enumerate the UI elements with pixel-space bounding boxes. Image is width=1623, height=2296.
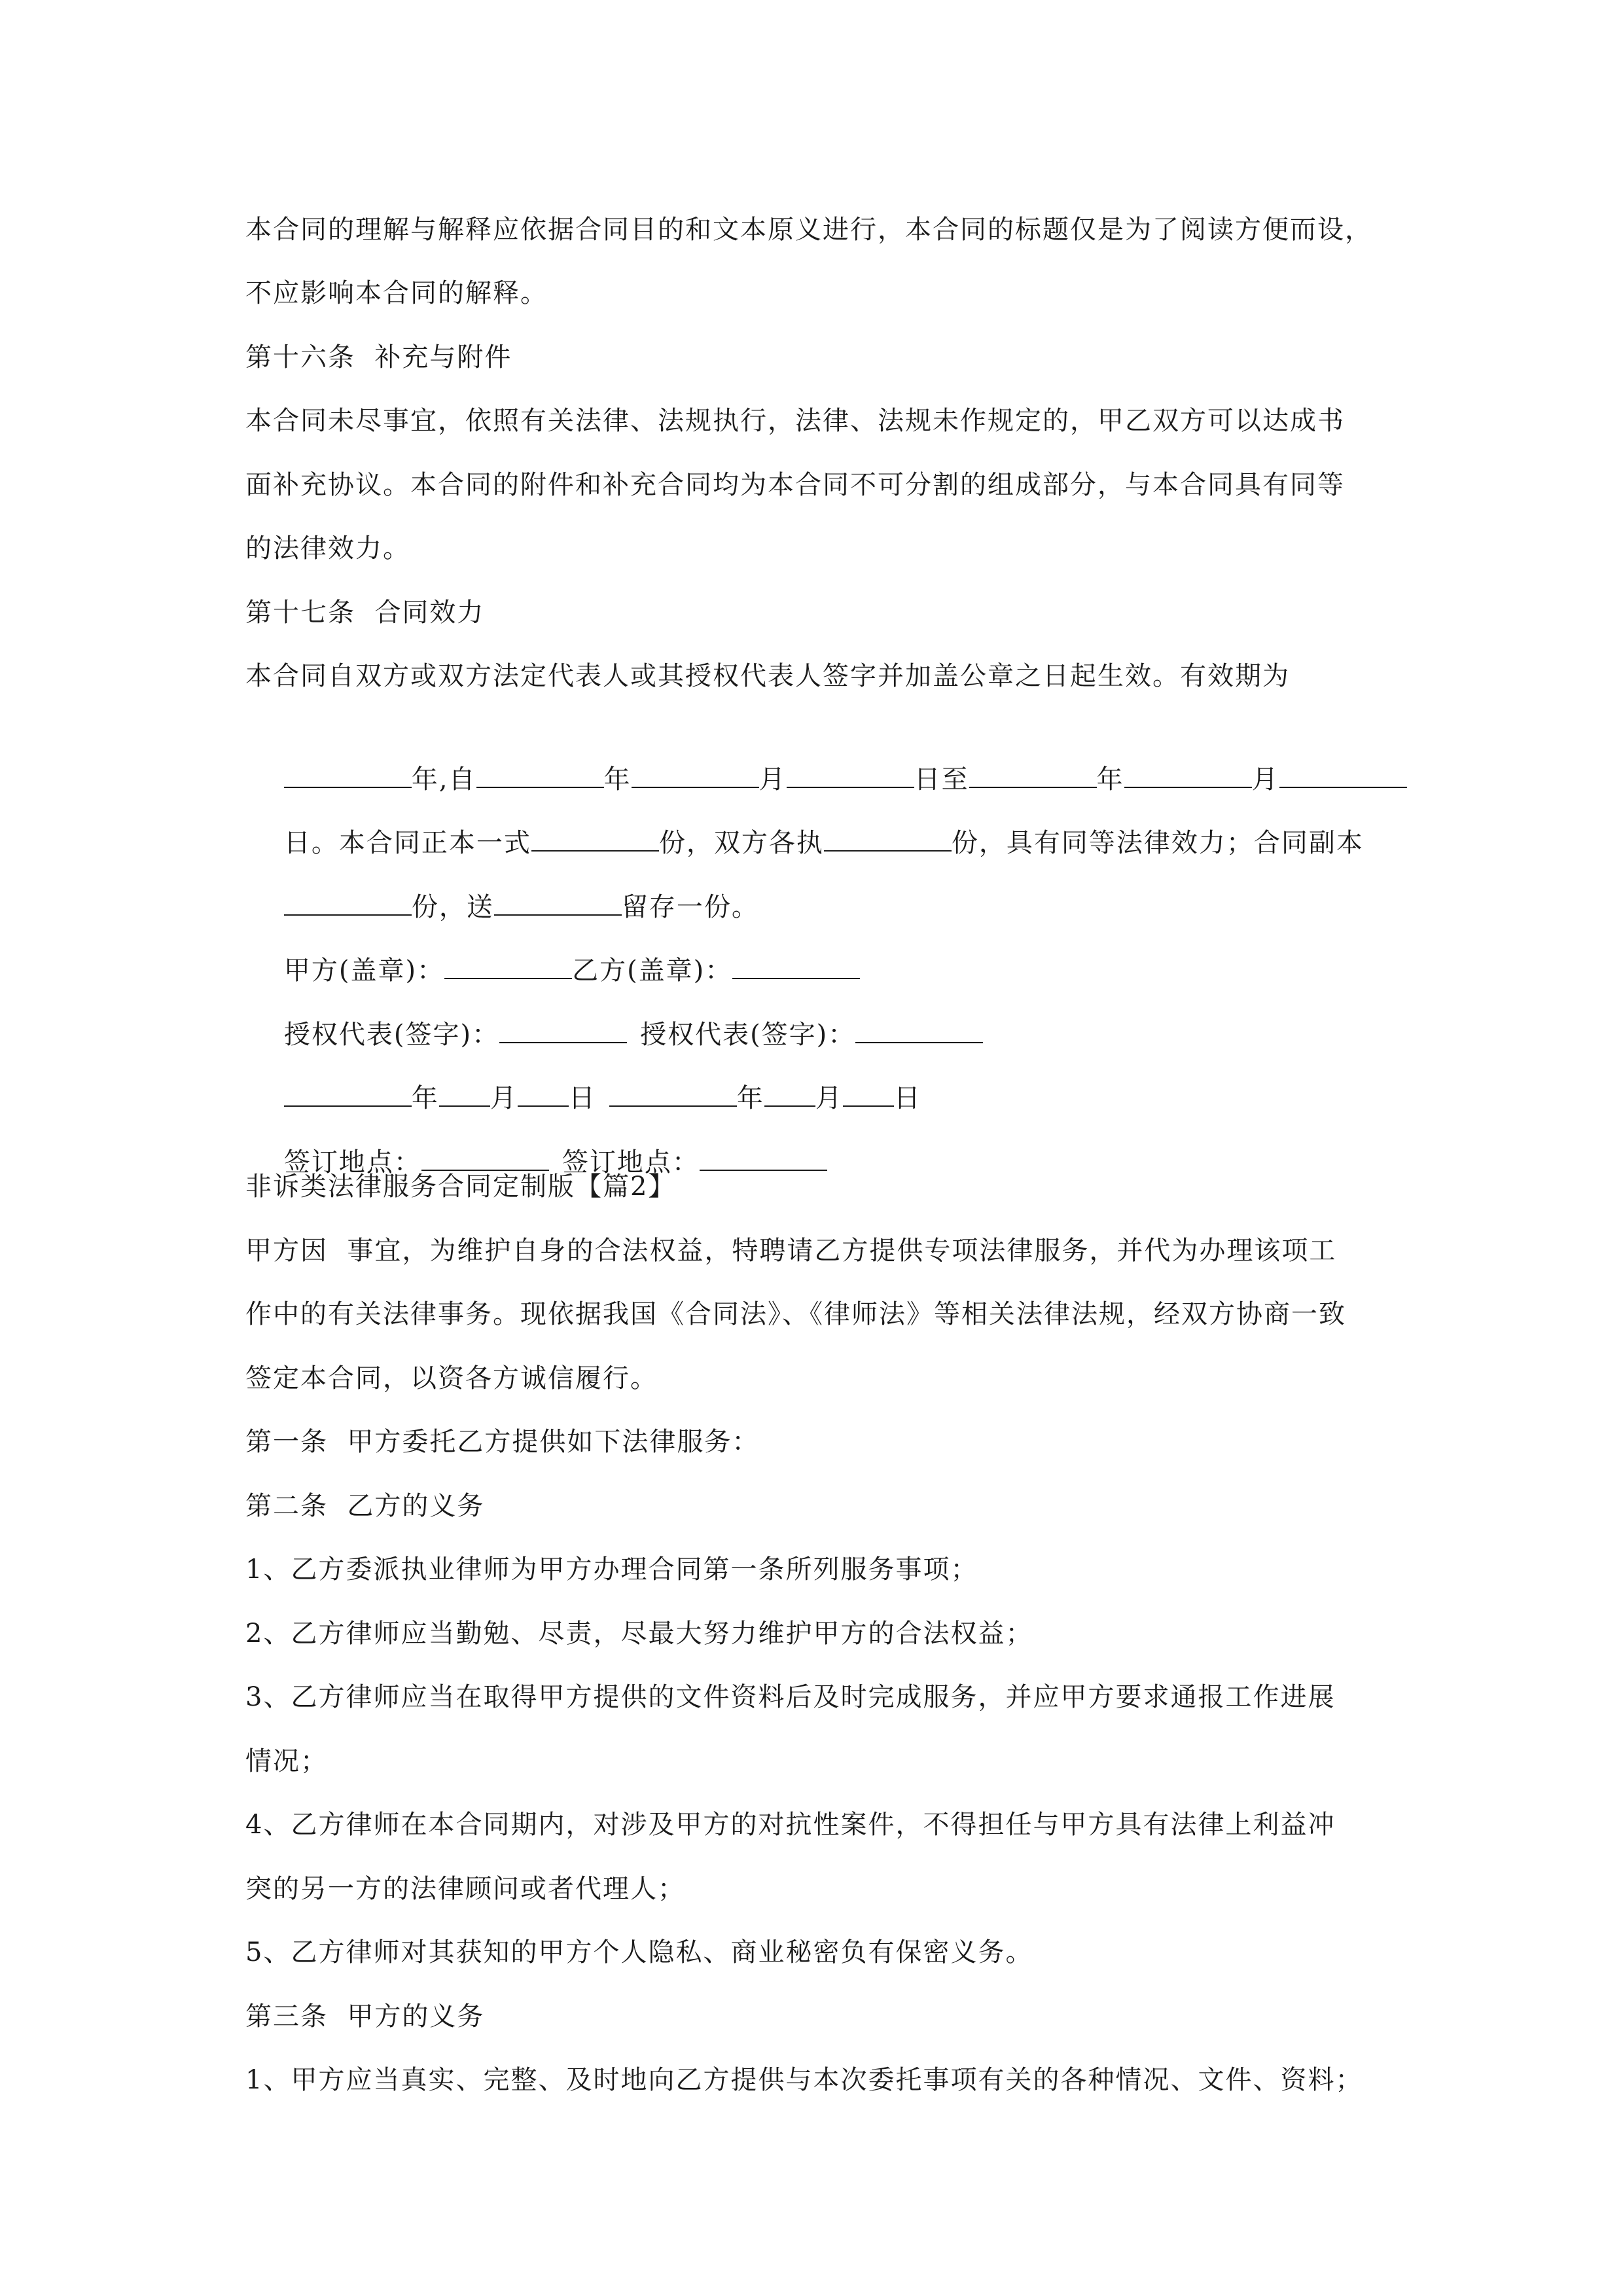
fill-label: 份，具有同等法律效力；合同副本 [951, 828, 1364, 858]
fill-label: 年,自 [411, 764, 476, 795]
blank-field [700, 1147, 827, 1171]
sign-date-line [245, 1039, 921, 1113]
paragraph-line: 本合同自双方或双方法定代表人或其授权代表人签字并加盖公章之日起生效。有效期为 [245, 661, 1290, 691]
list-item: 1、甲方应当真实、完整、及时地向乙方提供与本次委托事项有关的各种情况、文件、资料； [245, 2065, 1363, 2095]
copies-line-2 [245, 848, 759, 922]
paragraph-line: 面补充协议。本合同的附件和补充合同均为本合同不可分割的组成部分，与本合同具有同等 [245, 470, 1345, 500]
paragraph-line: 本合同的理解与解释应依据合同目的和文本原义进行，本合同的标题仅是为了阅读方便而设， [245, 215, 1372, 245]
article-heading: 第一条 甲方委托乙方提供如下法律服务： [245, 1427, 760, 1457]
year-label: 年 [411, 1083, 439, 1113]
paragraph-line: 的法律效力。 [245, 533, 410, 564]
fill-label: 年 [603, 764, 632, 795]
article-heading: 第三条 甲方的义务 [245, 2001, 485, 2032]
list-item: 3、乙方律师应当在取得甲方提供的文件资料后及时完成服务，并应甲方要求通报工作进展 [245, 1682, 1336, 1712]
fill-label: 份，送 [411, 892, 494, 922]
list-item-continued: 情况； [245, 1746, 328, 1776]
blank-field [843, 1083, 894, 1107]
validity-period-line [245, 721, 1407, 795]
section-heading: 非诉类法律服务合同定制版【篇2】 [245, 1172, 676, 1202]
article-heading: 第十七条 合同效力 [245, 598, 485, 628]
fill-label: 月 [1251, 764, 1279, 795]
party-b-seal-label: 乙方(盖章)： [572, 956, 733, 986]
party-a-signature-label: 授权代表(签字)： [283, 1020, 500, 1050]
sign-place-line [245, 1103, 827, 1177]
paragraph-line: 本合同未尽事宜，依照有关法律、法规执行，法律、法规未作规定的，甲乙双方可以达成书 [245, 406, 1345, 436]
paragraph-line: 不应影响本合同的解释。 [245, 278, 548, 308]
fill-label: 份，双方各执 [658, 828, 824, 858]
fill-label: 留存一份。 [621, 892, 759, 922]
year-label: 年 [736, 1083, 764, 1113]
list-item: 2、乙方律师应当勤勉、尽责，尽最大努力维护甲方的合法权益； [245, 1619, 1033, 1649]
list-item: 5、乙方律师对其获知的甲方个人隐私、商业秘密负有保密义务。 [245, 1937, 1033, 1967]
paragraph-line: 作中的有关法律事务。现依据我国《合同法》、《律师法》等相关法律法规，经双方协商一致 [245, 1299, 1346, 1329]
fill-label: 年 [1096, 764, 1124, 795]
fill-label: 日至 [914, 764, 969, 795]
paragraph-line: 甲方因 事宜，为维护自身的合法权益，特聘请乙方提供专项法律服务，并代为办理该项工 [245, 1236, 1337, 1266]
paragraph-line: 签定本合同，以资各方诚信履行。 [245, 1363, 658, 1393]
party-seal-line [245, 912, 860, 986]
list-item: 1、乙方委派执业律师为甲方办理合同第一条所列服务事项； [245, 1554, 978, 1585]
day-label: 日 [893, 1083, 921, 1113]
month-label: 月 [490, 1083, 518, 1113]
fill-label: 日。本合同正本一式 [283, 828, 531, 858]
article-heading: 第十六条 补充与附件 [245, 342, 512, 372]
signature-line [245, 976, 983, 1050]
blank-field [824, 828, 952, 852]
article-heading: 第二条 乙方的义务 [245, 1491, 485, 1521]
copies-line [245, 784, 1364, 858]
day-label: 日 [568, 1083, 596, 1113]
place-label: 签订地点： [562, 1147, 700, 1177]
month-label: 月 [815, 1083, 843, 1113]
fill-label: 月 [758, 764, 787, 795]
party-a-seal-label: 甲方(盖章)： [283, 956, 445, 986]
list-item: 4、乙方律师在本合同期内，对涉及甲方的对抗性案件，不得担任与甲方具有法律上利益冲 [245, 1810, 1336, 1840]
place-label: 签订地点： [283, 1147, 421, 1177]
party-b-signature-label: 授权代表(签字)： [640, 1020, 856, 1050]
list-item-continued: 突的另一方的法律顾问或者代理人； [245, 1874, 685, 1904]
